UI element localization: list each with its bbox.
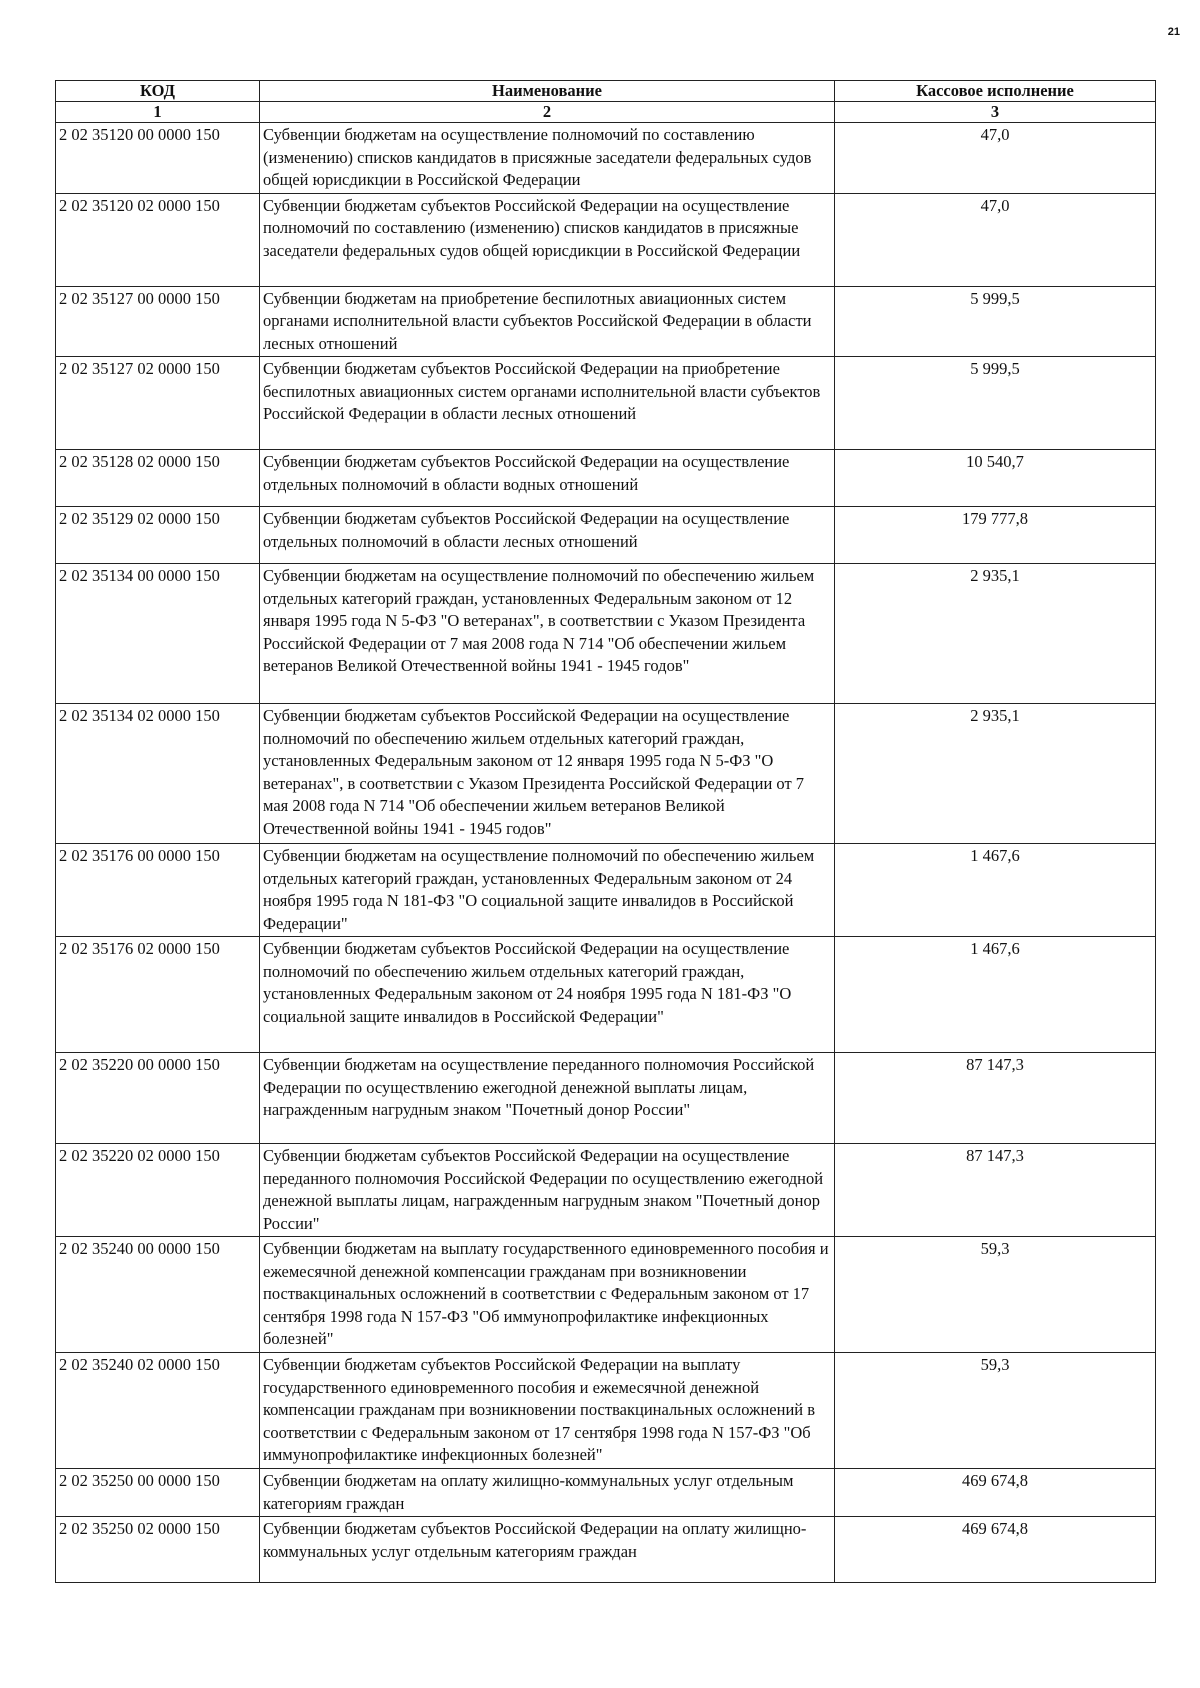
table-row: [56, 937, 1156, 1053]
header-amount: Кассовое исполнение: [835, 81, 1156, 102]
row-name: Субвенции бюджетам на осуществление полномочий по обеспечению жильем отдельных категорий граждан, установленных Федеральным законом от 12 января 1995 года N 5-ФЗ "О ветеранах", в соответствии с Указом Президента Российской Федерации от 7 мая 2008 года N 714 "Об обеспечении жильем ветеранов Великой Отечественной войны 1941 - 1945 годов": [260, 564, 835, 704]
header-code: КОД: [56, 81, 260, 102]
table-row: [56, 193, 1156, 286]
row-code: 2 02 35240 02 0000 150: [56, 1353, 260, 1469]
row-amount: 47,0: [835, 193, 1156, 286]
row-code: 2 02 35128 02 0000 150: [56, 450, 260, 507]
row-name: Субвенции бюджетам субъектов Российской Федерации на осуществление переданного полномочия Российской Федерации по осуществлению ежегодной денежной выплаты лицам, награжденным нагрудным знаком "Почетный донор России": [260, 1144, 835, 1237]
row-name: Субвенции бюджетам субъектов Российской Федерации на осуществление полномочий по обеспечению жильем отдельных категорий граждан, установленных Федеральным законом от 12 января 1995 года N 5-ФЗ "О ветеранах", в соответствии с Указом Президента Российской Федерации от 7 мая 2008 года N 714 "Об обеспечении жильем ветеранов Великой Отечественной войны 1941 - 1945 годов": [260, 704, 835, 844]
row-name: Субвенции бюджетам на осуществление полномочий по обеспечению жильем отдельных категорий граждан, установленных Федеральным законом от 24 ноября 1995 года N 181-ФЗ "О социальной защите инвалидов в Российской Федерации": [260, 844, 835, 937]
table-row: [56, 1353, 1156, 1469]
row-amount: 87 147,3: [835, 1144, 1156, 1237]
row-code: 2 02 35220 02 0000 150: [56, 1144, 260, 1237]
row-name: Субвенции бюджетам на осуществление переданного полномочия Российской Федерации по осуществлению ежегодной денежной выплаты лицам, награжденным нагрудным знаком "Почетный донор России": [260, 1053, 835, 1144]
row-amount: 5 999,5: [835, 286, 1156, 357]
header-row: [56, 81, 1156, 102]
row-name: Субвенции бюджетам на приобретение беспилотных авиационных систем органами исполнительной власти субъектов Российской Федерации в области лесных отношений: [260, 286, 835, 357]
row-code: 2 02 35250 00 0000 150: [56, 1469, 260, 1517]
row-code: 2 02 35176 00 0000 150: [56, 844, 260, 937]
row-code: 2 02 35176 02 0000 150: [56, 937, 260, 1053]
row-amount: 1 467,6: [835, 844, 1156, 937]
table-row: [56, 357, 1156, 450]
table-row: [56, 844, 1156, 937]
row-code: 2 02 35120 00 0000 150: [56, 123, 260, 194]
row-amount: 87 147,3: [835, 1053, 1156, 1144]
row-amount: 469 674,8: [835, 1517, 1156, 1583]
row-name: Субвенции бюджетам субъектов Российской Федерации на осуществление полномочий по обеспечению жильем отдельных категорий граждан, установленных Федеральным законом от 24 ноября 1995 года N 181-ФЗ "О социальной защите инвалидов в Российской Федерации": [260, 937, 835, 1053]
table-row: [56, 1144, 1156, 1237]
row-code: 2 02 35240 00 0000 150: [56, 1237, 260, 1353]
row-name: Субвенции бюджетам на выплату государственного единовременного пособия и ежемесячной денежной компенсации гражданам при возникновении поствакцинальных осложнений в соответствии с Федеральным законом от 17 сентября 1998 года N 157-ФЗ "Об иммунопрофилактике инфекционных болезней": [260, 1237, 835, 1353]
row-amount: 469 674,8: [835, 1469, 1156, 1517]
table-row: [56, 704, 1156, 844]
row-amount: 5 999,5: [835, 357, 1156, 450]
column-number: 1: [56, 102, 260, 123]
row-code: 2 02 35134 00 0000 150: [56, 564, 260, 704]
budget-execution-table: [55, 80, 1156, 1583]
row-amount: 2 935,1: [835, 704, 1156, 844]
row-code: 2 02 35134 02 0000 150: [56, 704, 260, 844]
column-number: 2: [260, 102, 835, 123]
row-code: 2 02 35127 02 0000 150: [56, 357, 260, 450]
table-row: [56, 1469, 1156, 1517]
row-code: 2 02 35129 02 0000 150: [56, 507, 260, 564]
page-number: 21: [1167, 26, 1180, 38]
row-code: 2 02 35250 02 0000 150: [56, 1517, 260, 1583]
row-amount: 179 777,8: [835, 507, 1156, 564]
row-code: 2 02 35120 02 0000 150: [56, 193, 260, 286]
table-row: [56, 507, 1156, 564]
row-name: Субвенции бюджетам субъектов Российской Федерации на приобретение беспилотных авиационных систем органами исполнительной власти субъектов Российской Федерации в области лесных отношений: [260, 357, 835, 450]
row-name: Субвенции бюджетам на оплату жилищно-коммунальных услуг отдельным категориям граждан: [260, 1469, 835, 1517]
table-body: [56, 123, 1156, 1583]
table-row: [56, 1517, 1156, 1583]
table-row: [56, 286, 1156, 357]
row-name: Субвенции бюджетам субъектов Российской Федерации на осуществление отдельных полномочий в области водных отношений: [260, 450, 835, 507]
row-amount: 59,3: [835, 1353, 1156, 1469]
column-number-row: [56, 102, 1156, 123]
row-name: Субвенции бюджетам субъектов Российской Федерации на выплату государственного единовременного пособия и ежемесячной денежной компенсации гражданам при возникновении поствакцинальных осложнений в соответствии с Федеральным законом от 17 сентября 1998 года N 157-ФЗ "Об иммунопрофилактике инфекционных болезней": [260, 1353, 835, 1469]
header-name: Наименование: [260, 81, 835, 102]
row-amount: 47,0: [835, 123, 1156, 194]
row-amount: 2 935,1: [835, 564, 1156, 704]
row-name: Субвенции бюджетам субъектов Российской Федерации на оплату жилищно-коммунальных услуг отдельным категориям граждан: [260, 1517, 835, 1583]
table-row: [56, 123, 1156, 194]
row-name: Субвенции бюджетам субъектов Российской Федерации на осуществление отдельных полномочий в области лесных отношений: [260, 507, 835, 564]
table-row: [56, 564, 1156, 704]
row-amount: 59,3: [835, 1237, 1156, 1353]
row-amount: 10 540,7: [835, 450, 1156, 507]
table-row: [56, 1237, 1156, 1353]
row-name: Субвенции бюджетам на осуществление полномочий по составлению (изменению) списков кандидатов в присяжные заседатели федеральных судов общей юрисдикции в Российской Федерации: [260, 123, 835, 194]
table-row: [56, 450, 1156, 507]
row-amount: 1 467,6: [835, 937, 1156, 1053]
column-number: 3: [835, 102, 1156, 123]
row-name: Субвенции бюджетам субъектов Российской Федерации на осуществление полномочий по составлению (изменению) списков кандидатов в присяжные заседатели федеральных судов общей юрисдикции в Российской Федерации: [260, 193, 835, 286]
table-row: [56, 1053, 1156, 1144]
row-code: 2 02 35220 00 0000 150: [56, 1053, 260, 1144]
row-code: 2 02 35127 00 0000 150: [56, 286, 260, 357]
